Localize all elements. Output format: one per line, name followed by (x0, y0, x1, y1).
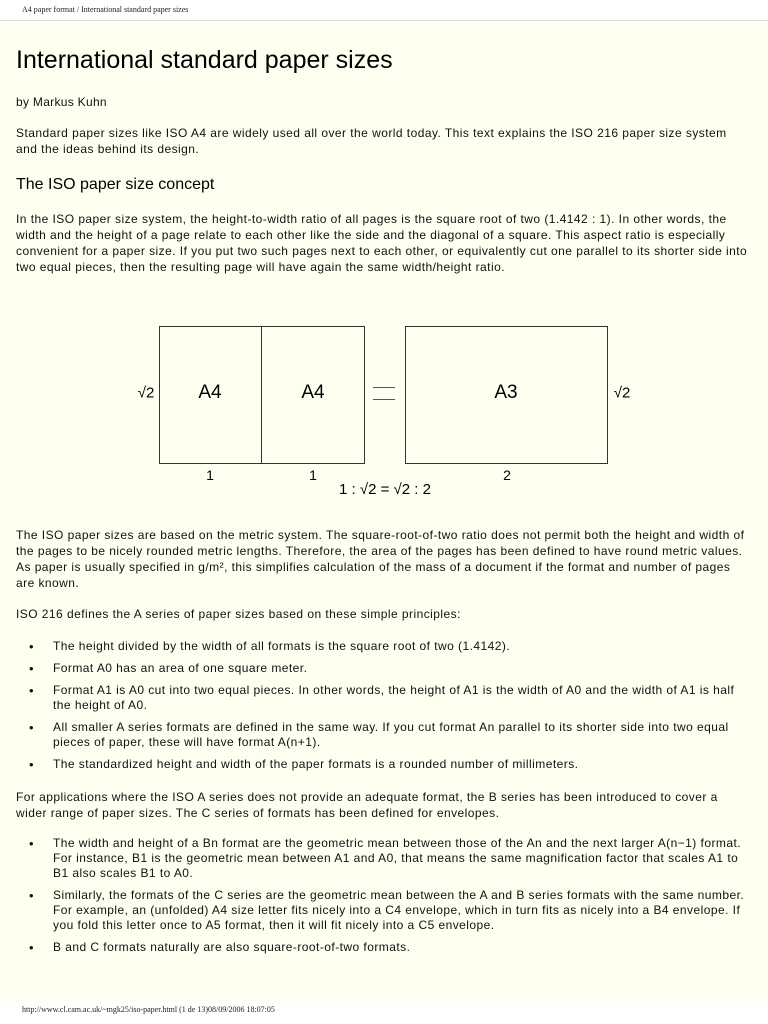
metric-paragraph: The ISO paper sizes are based on the metric system. The square-root-of-two ratio does not permit both the height and width of the pages to be nicely rounded metric lengths. Therefore, the area of the pages has been defined to have round metric values. As paper is usually specified in g/m², this simplifies calculation of the mass of a document if the format and number of pages are known. (16, 528, 745, 590)
byline: by Markus Kuhn (16, 95, 107, 109)
list-item (16, 757, 751, 772)
list-item-text: The height divided by the width of all formats is the square root of two (1.4142). (53, 639, 511, 653)
list-item (16, 888, 751, 933)
a3-label: A3 (494, 382, 518, 403)
bullet-icon: • (29, 757, 35, 772)
list-item (16, 940, 751, 955)
bullet-icon: • (29, 639, 35, 654)
bullet-icon: • (29, 836, 35, 851)
left-side-label: √2 (137, 384, 155, 402)
principles-list (16, 639, 751, 779)
list-item-text: Format A1 is A0 cut into two equal pieces. In other words, the height of A1 is the width of A0 and the width of A1 is half the height of A0. (53, 683, 735, 712)
a4-label-right: A4 (301, 382, 325, 403)
right-side-label: √2 (613, 384, 631, 402)
list-item-text: Format A0 has an area of one square meter. (53, 661, 308, 675)
print-header (0, 0, 768, 20)
bullet-icon: • (29, 888, 35, 903)
bullet-icon: • (29, 661, 35, 676)
list-item-text: The standardized height and width of the paper formats is a rounded number of millimeters. (53, 757, 579, 771)
a4-label-left: A4 (198, 382, 222, 403)
list-item (16, 836, 751, 881)
bullet-icon: • (29, 720, 35, 735)
list-item-text: Similarly, the formats of the C series are the geometric mean between the A and B series formats with the same number. For example, an (unfolded) A4 size letter fits nicely into a C4 envelope, which in turn fits as nicely into a B4 envelope. If you fold this letter once to A5 format, then it will fit nicely into a C5 envelope. (53, 888, 745, 932)
list-item-text: B and C formats naturally are also square-root-of-two formats. (53, 940, 411, 954)
a3-width-label: 2 (503, 467, 511, 483)
list-item (16, 720, 751, 750)
concept-paragraph: In the ISO paper size system, the height-to-width ratio of all pages is the square root of two (1.4142 : 1). In other words, the width and the height of a page relate to each other like the side and the diagonal of a square. This aspect ratio is especially convenient for a paper size. If you put two such pages next to each other, or equivalently cut one parallel to its shorter side into two equal pieces, then the resulting page will have again the same width/height ratio. (16, 212, 748, 274)
list-item (16, 661, 751, 676)
list-item (16, 639, 751, 654)
paper-size-diagram (130, 321, 650, 506)
section-heading: The ISO paper size concept (16, 176, 215, 193)
print-footer-url: http://www.cl.cam.ac.uk/~mgk25/iso-paper.html (1 de 13)08/09/2006 18:07:05 (22, 1005, 275, 1014)
a4-left-width-label: 1 (206, 467, 214, 483)
list-item (16, 683, 751, 713)
page-title: International standard paper sizes (16, 46, 393, 74)
bc-intro-paragraph: For applications where the ISO A series does not provide an adequate format, the B series has been introduced to cover a wider range of paper sizes. The C series of formats has been defined for envelopes. (16, 790, 718, 820)
print-header-text: A4 paper format / International standard paper sizes (22, 5, 189, 14)
principles-intro: ISO 216 defines the A series of paper sizes based on these simple principles: (16, 607, 461, 621)
document-page (0, 20, 768, 1001)
a4-right-width-label: 1 (309, 467, 317, 483)
bullet-icon: • (29, 940, 35, 955)
equals-line-top (373, 387, 395, 388)
list-item-text: The width and height of a Bn format are the geometric mean between those of the An and the next larger A(n−1) format. For instance, B1 is the geometric mean between A1 and A0, that means the same magnification factor that scales A1 to B1 also scales B1 to A0. (53, 836, 742, 880)
equals-line-bottom (373, 399, 395, 400)
bc-series-list (16, 836, 751, 962)
ratio-formula: 1 : √2 = √2 : 2 (339, 481, 431, 498)
bullet-icon: • (29, 683, 35, 698)
list-item-text: All smaller A series formats are defined in the same way. If you cut format An parallel to its shorter side into two equal pieces of paper, these will have format A(n+1). (53, 720, 729, 749)
intro-paragraph: Standard paper sizes like ISO A4 are widely used all over the world today. This text explains the ISO 216 paper size system and the ideas behind its design. (16, 126, 727, 156)
